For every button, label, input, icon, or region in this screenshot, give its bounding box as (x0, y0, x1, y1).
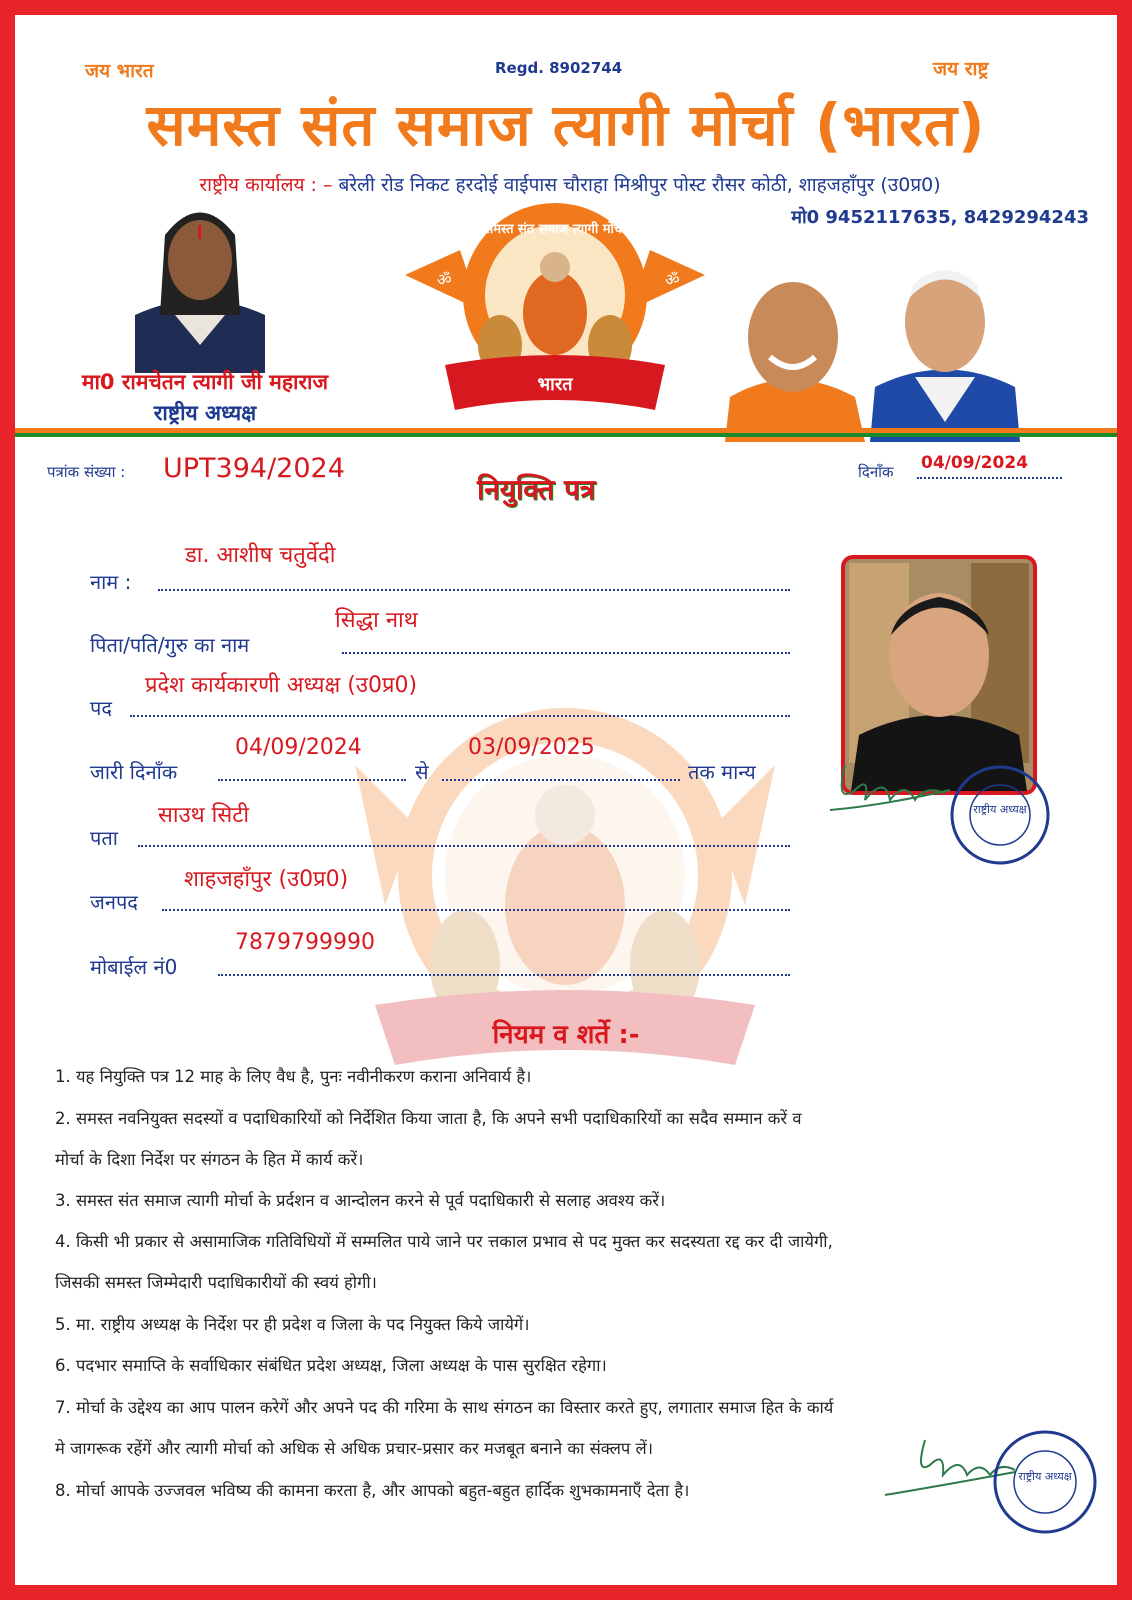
signature-stamp-top (825, 745, 1065, 865)
district-label: जनपद (90, 890, 138, 914)
district-value: शाहजहाँपुर (उ0प्र0) (184, 867, 349, 892)
father-label: पिता/पति/गुरु का नाम (90, 633, 250, 657)
date-label: दिनाँक (858, 463, 894, 481)
rule-line: 2. समस्त नवनियुक्त सदस्यों व पदाधिकारियों को निर्देशित किया जाता है, कि अपने सभी पदाधिकारियों का सदैव सम्मान करें व (55, 1109, 802, 1128)
stripe-green (15, 433, 1117, 437)
field-post (90, 673, 790, 721)
stamp-text-top: राष्ट्रीय अध्यक्ष (973, 803, 1027, 816)
rule-line: 6. पदभार समाप्ति के सर्वाधिकार संबंधित प्रदेश अध्यक्ष, जिला अध्यक्ष के पास सुरक्षित रहेगा। (55, 1356, 607, 1375)
organisation-emblem (385, 195, 725, 435)
signature-stamp-bottom (875, 1420, 1100, 1540)
address-value: साउथ सिटी (158, 803, 250, 828)
name-dotted-line (158, 589, 790, 591)
post-dotted-line (130, 715, 790, 717)
field-father (90, 608, 790, 658)
post-value: प्रदेश कार्यकारणी अध्यक्ष (उ0प्र0) (145, 673, 418, 698)
office-address-text: बरेली रोड निकट हरदोई वाईपास चौराहा मिश्रीपुर पोस्ट रौसर कोठी, शाहजहाँपुर (उ0प्र0) (338, 174, 941, 196)
father-dotted-line (342, 652, 790, 654)
field-name (90, 543, 790, 595)
issue-to-value: 03/09/2025 (468, 735, 595, 760)
leader-name: मा0 रामचेतन त्यागी जी महाराज (81, 370, 329, 394)
post-label: पद (90, 696, 112, 720)
issue-end-label: तक मान्य (688, 760, 756, 784)
registration-number: Regd. 8902744 (495, 59, 623, 77)
name-value: डा. आशीष चतुर्वेदी (185, 543, 336, 568)
issue-to-dotted-line (442, 779, 680, 781)
office-label: राष्ट्रीय कार्यालय : – (199, 174, 333, 196)
mobile-value: 7879799990 (235, 930, 375, 955)
leader-title: राष्ट्रीय अध्यक्ष (153, 401, 257, 425)
mobile-dotted-line (218, 974, 790, 976)
rules-title: नियम व शर्ते :- (492, 1020, 640, 1050)
rule-line: 5. मा. राष्ट्रीय अध्यक्ष के निर्देश पर ही प्रदेश व जिला के पद नियुक्त किये जायेगें। (55, 1315, 530, 1334)
organisation-title: समस्त संत समाज त्यागी मोर्चा (भारत) (146, 91, 986, 159)
rule-line: 7. मोर्चा के उद्देश्य का आप पालन करेगें और अपने पद की गरिमा के साथ संगठन का विस्तार करते हुए, लगातार समाज हित के कार्य (55, 1398, 834, 1417)
date-dotted-line (917, 477, 1062, 479)
issue-label: जारी दिनाँक (90, 760, 178, 784)
stamp-text-bottom: राष्ट्रीय अध्यक्ष (1018, 1470, 1072, 1483)
om-left-icon: ॐ (437, 270, 452, 289)
emblem-ring-text: समस्त संत समाज त्यागी मोर्चा (484, 222, 626, 237)
rule-line: 4. किसी भी प्रकार से असामाजिक गतिविधियों में सम्मलित पाये जाने पर त्तकाल प्रभाव से पद मुक्त कर सदस्यता रद्द कर दी जायेगी, (55, 1232, 833, 1251)
rule-line: मोर्चा के दिशा निर्देश पर संगठन के हित में कार्य करें। (55, 1150, 364, 1169)
issue-from-value: 04/09/2024 (235, 735, 362, 760)
ref-number-value: UPT394/2024 (163, 453, 345, 484)
rule-line: 1. यह नियुक्ति पत्र 12 माह के लिए वैध है, पुनः नवीनीकरण कराना अनिवार्य है। (55, 1067, 532, 1086)
appointment-letter (15, 15, 1117, 1585)
field-address (90, 803, 790, 851)
letter-heading: नियुक्ति पत्र (477, 473, 596, 506)
name-label: नाम : (90, 570, 132, 594)
rule-line: 3. समस्त संत समाज त्यागी मोर्चा के प्रर्दशन व आन्दोलन करने से पूर्व पदाधिकारी से सलाह अवश्य करें। (55, 1191, 666, 1210)
rule-line: जिसकी समस्त जिम्मेदारी पदाधिकारीयों की स्वयं होगी। (55, 1273, 377, 1292)
rule-line: मे जागरूक रहेंगें और त्यागी मोर्चा को अधिक से अधिक प्रचार-प्रसार कर मजबूत बनाने का संक्लप लें। (55, 1439, 653, 1458)
field-mobile (90, 930, 790, 980)
father-value: सिद्धा नाथ (335, 608, 418, 633)
dignitary-photos (715, 247, 1080, 442)
jai-bharat: जय भारत (85, 60, 154, 82)
issue-mid-label: से (415, 760, 429, 784)
jai-rashtra: जय राष्ट्र (933, 58, 989, 80)
field-issue-date (90, 735, 790, 785)
phone-numbers: मो0 9452117635, 8429294243 (791, 207, 1089, 228)
field-district (90, 867, 790, 915)
ref-number-label: पत्रांक संख्या : (47, 463, 126, 481)
office-address (35, 171, 1105, 197)
address-label: पता (90, 826, 118, 850)
issue-from-dotted-line (218, 779, 406, 781)
district-dotted-line (162, 909, 790, 911)
mobile-label: मोबाईल नं0 (90, 955, 178, 979)
emblem-banner-text: भारत (537, 374, 573, 395)
rule-line: 8. मोर्चा आपके उज्जवल भविष्य की कामना करता है, और आपको बहुत-बहुत हार्दिक शुभकामनाएँ देता है। (55, 1481, 690, 1500)
address-dotted-line (138, 845, 790, 847)
date-value: 04/09/2024 (921, 453, 1029, 473)
om-right-icon: ॐ (665, 270, 680, 289)
leader-photo (115, 195, 285, 373)
